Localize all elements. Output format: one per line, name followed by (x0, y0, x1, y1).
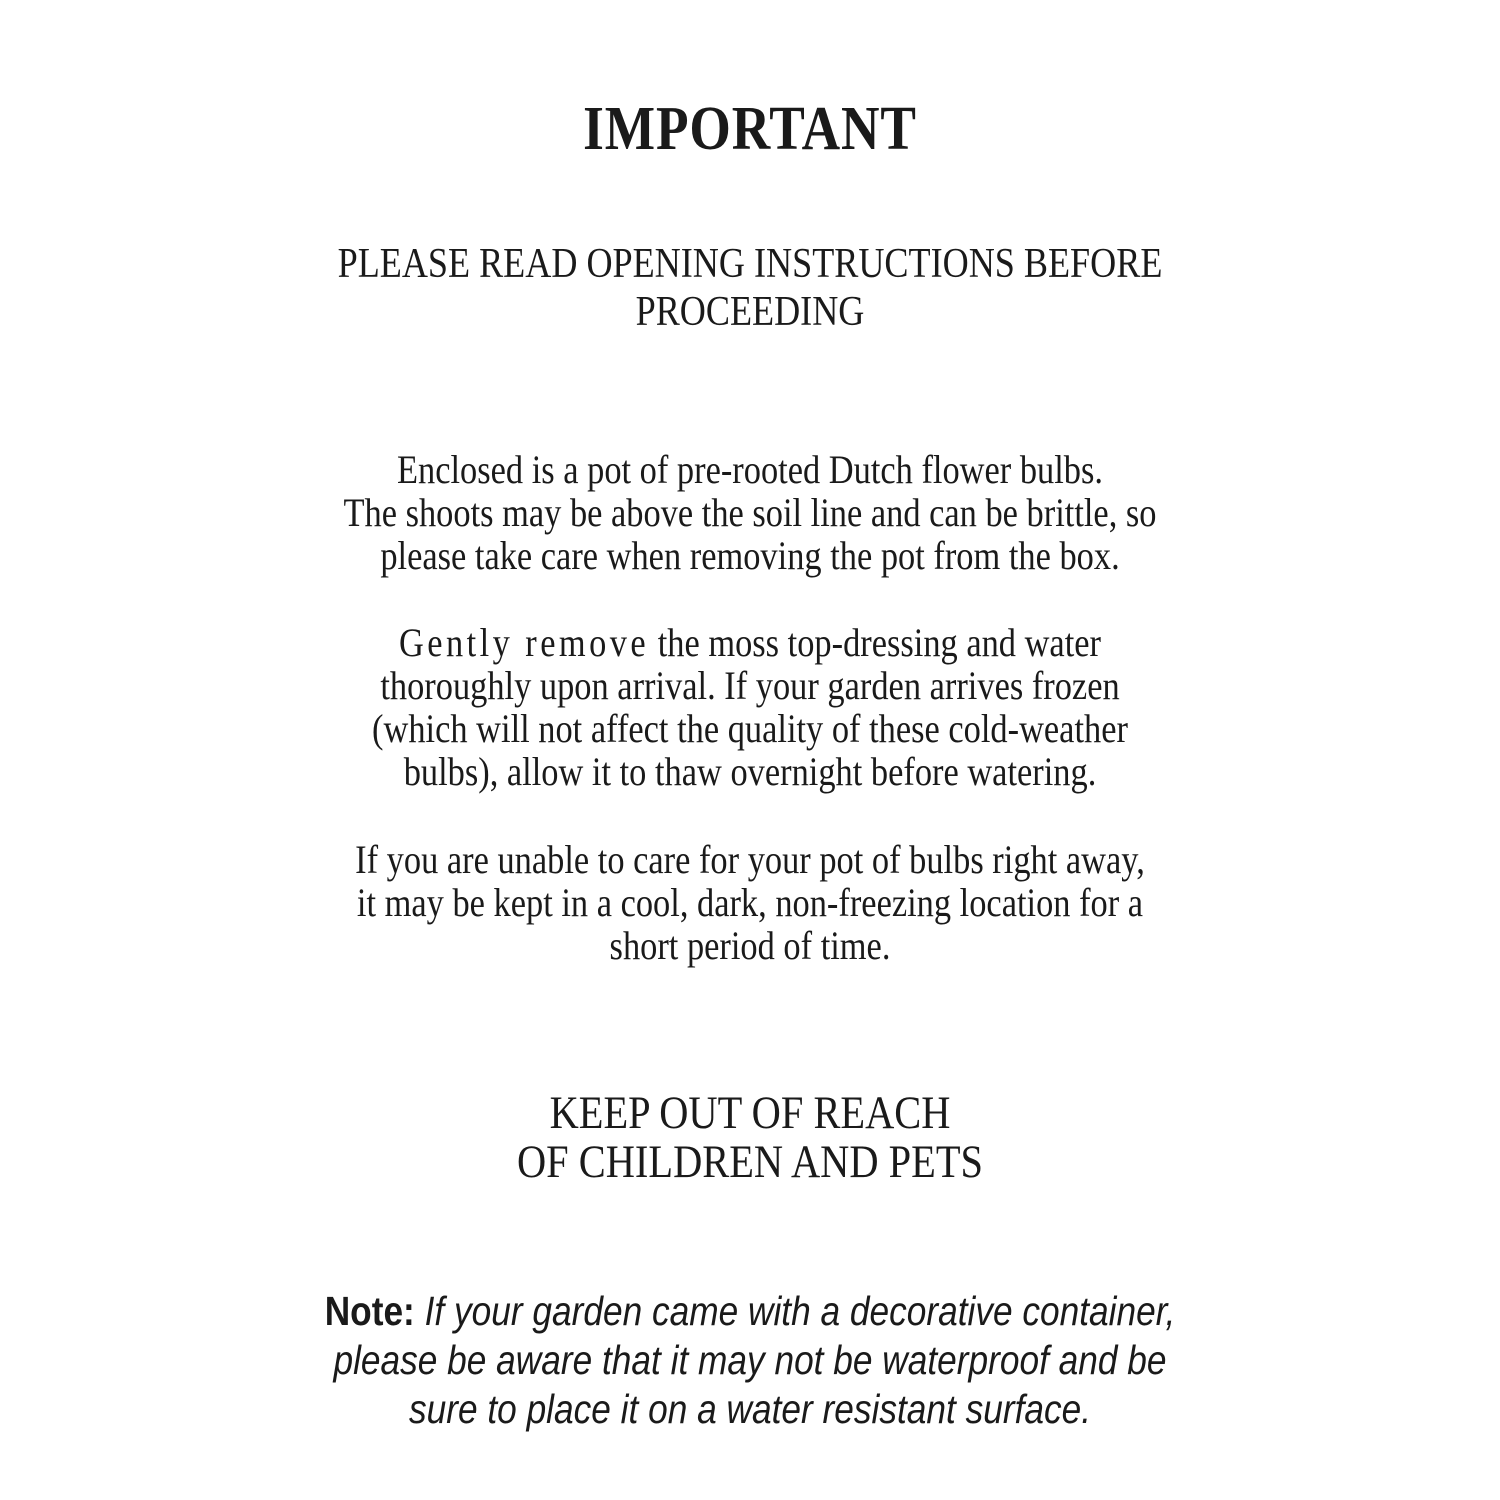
paragraph-enclosed (105, 448, 1395, 577)
subtitle-line-2: PROCEEDING (635, 289, 865, 335)
paragraph-storage (105, 838, 1395, 967)
sheet-content (105, 0, 1395, 1434)
paragraph-line: thoroughly upon arrival. If your garden arrives frozen (380, 663, 1120, 708)
paragraph-care-on-arrival (105, 621, 1395, 793)
paragraph-line: (which will not affect the quality of these cold-weather (372, 706, 1128, 751)
spaced-lead-text: Gently remove (398, 620, 650, 665)
note-text: If your garden came with a decorative container, (424, 1288, 1176, 1334)
paragraph-line: bulbs), allow it to thaw overnight before watering. (403, 749, 1097, 794)
note-line-1 (105, 1287, 1395, 1336)
page-title: IMPORTANT (583, 95, 917, 163)
note-label: Note: (324, 1288, 415, 1334)
paragraph-line: The shoots may be above the soil line and can be brittle, so (343, 490, 1157, 535)
paragraph-line: If you are unable to care for your pot of bulbs right away, (355, 837, 1145, 882)
paragraph-line-rest: the moss top-dressing and water (657, 620, 1101, 665)
note-line-2: please be aware that it may not be waterproof and be (333, 1337, 1167, 1383)
paragraph-line: short period of time. (609, 923, 891, 968)
paragraph-line: Enclosed is a pot of pre-rooted Dutch flower bulbs. (397, 447, 1103, 492)
subtitle-line-1: PLEASE READ OPENING INSTRUCTIONS BEFORE (337, 241, 1163, 287)
paragraph-line: it may be kept in a cool, dark, non-freezing location for a (356, 880, 1144, 925)
warning-line-2: OF CHILDREN AND PETS (516, 1136, 983, 1188)
warning-line-1: KEEP OUT OF REACH (549, 1087, 951, 1139)
subtitle (105, 240, 1395, 336)
paragraph-line (105, 621, 1395, 664)
note-line-3: sure to place it on a water resistant surface. (408, 1386, 1092, 1432)
warning-heading (105, 1089, 1395, 1187)
paragraph-line: please take care when removing the pot from the box. (380, 533, 1120, 578)
note (105, 1287, 1395, 1434)
